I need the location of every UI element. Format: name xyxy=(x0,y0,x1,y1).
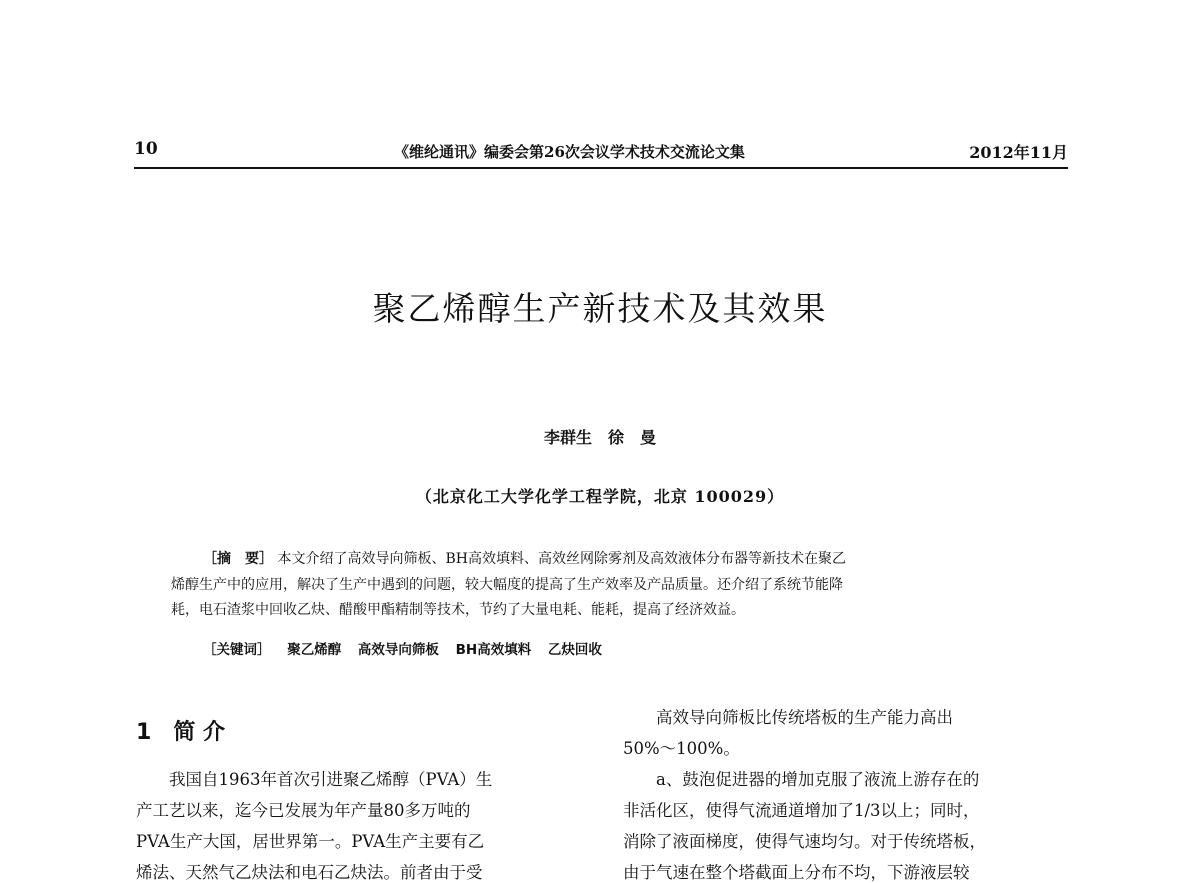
abstract-line xyxy=(171,547,1031,573)
abstract-line: 烯醇生产中的应用，解决了生产中遇到的问题，较大幅度的提高了生产效率及产品质量。还介绍了系统节能降 xyxy=(171,576,843,593)
body-column-right xyxy=(623,702,1073,883)
paper-title: 聚乙烯醇生产新技术及其效果 xyxy=(372,289,828,328)
keyword: 聚乙烯醇 xyxy=(287,642,342,658)
abstract-line: 耗，电石渣浆中回收乙炔、醋酸甲酯精制等技术，节约了大量电耗、能耗，提高了经济效益。 xyxy=(171,602,745,618)
abstract xyxy=(171,547,1031,624)
body-line: PVA生产大国，居世界第一。PVA生产主要有乙 xyxy=(136,832,485,851)
abstract-label: ［摘 要］ xyxy=(203,551,273,567)
keywords-label: ［关键词］ xyxy=(203,642,271,658)
page-number: 10 xyxy=(134,139,158,159)
running-header xyxy=(134,137,1068,169)
keywords xyxy=(203,638,602,658)
body-line: 非活化区，使得气流通道增加了1/3以上；同时， xyxy=(623,801,980,820)
journal-title: 《维纶通讯》编委会第26次会议学术技术交流论文集 xyxy=(394,143,745,161)
paper-authors: 李群生 徐 曼 xyxy=(543,428,656,447)
body-line: 高效导向筛板比传统塔板的生产能力高出 xyxy=(656,708,953,727)
author-affiliation: （北京化工大学化学工程学院，北京 100029） xyxy=(415,487,785,506)
section-title: 简 介 xyxy=(173,720,225,745)
body-line: 我国自1963年首次引进聚乙烯醇（PVA）生 xyxy=(169,770,493,789)
body-column-left xyxy=(136,764,586,883)
body-line: 由于气速在整个塔截面上分布不均，下游液层较 xyxy=(623,863,970,882)
keyword: 乙炔回收 xyxy=(547,642,602,658)
keyword: BH高效填料 xyxy=(455,642,532,658)
abstract-text: 本文介绍了高效导向筛板、BH高效填料、高效丝网除雾剂及高效液体分布器等新技术在聚乙 xyxy=(277,551,846,567)
body-line: a、鼓泡促进器的增加克服了液流上游存在的 xyxy=(656,770,980,789)
body-line: 产工艺以来，迄今已发展为年产量80多万吨的 xyxy=(136,801,471,820)
section-heading xyxy=(136,715,225,746)
body-line: 消除了液面梯度，使得气速均匀。对于传统塔板， xyxy=(623,832,986,851)
section-number: 1 xyxy=(136,720,152,745)
body-line: 50%～100%。 xyxy=(623,739,740,758)
body-line: 烯法、天然气乙炔法和电石乙炔法。前者由于受 xyxy=(136,863,483,882)
issue-date: 2012年11月 xyxy=(969,143,1068,162)
keyword: 高效导向筛板 xyxy=(357,642,439,658)
